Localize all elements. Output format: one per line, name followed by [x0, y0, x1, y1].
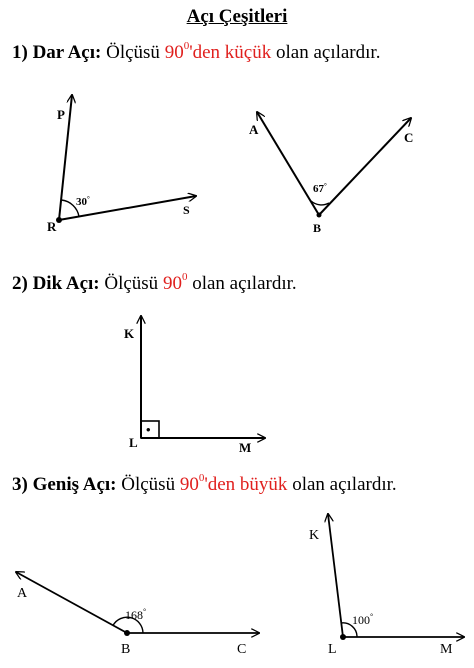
degree-superscript: 0: [198, 472, 205, 484]
angle-measure: 30°: [76, 195, 90, 208]
ray-bc: [319, 118, 414, 215]
degree-value: 90: [179, 474, 199, 495]
page-title: Açı Çeşitleri: [186, 6, 288, 27]
obtuse-angle-abc: [16, 572, 259, 657]
ray-lk: [328, 514, 343, 637]
section-tail: olan açılardır.: [292, 474, 397, 495]
vertex-point: [317, 213, 322, 218]
degree-value: 90: [162, 273, 182, 294]
label-r: R: [47, 219, 57, 234]
section-prefix: Ölçüsü: [106, 42, 160, 63]
degree-suffix: 'den büyük: [204, 474, 288, 495]
right-angle-klm: [124, 316, 265, 455]
label-a: A: [249, 122, 259, 137]
section-colon: :: [95, 42, 102, 63]
angle-measure: 168°: [125, 607, 147, 622]
degree-value: 90: [164, 42, 184, 63]
section-colon: :: [110, 474, 117, 495]
vertex-point: [56, 217, 62, 223]
label-b: B: [121, 642, 131, 657]
label-m: M: [440, 642, 453, 657]
section-tail: olan açılardır.: [192, 273, 297, 294]
section-name: Dar Açı: [32, 42, 96, 63]
section-name: Geniş Açı: [32, 474, 111, 495]
section-number: 1): [12, 42, 28, 63]
label-l: L: [129, 435, 138, 450]
label-k: K: [124, 326, 135, 341]
section-number: 3): [12, 474, 28, 495]
section-prefix: Ölçüsü: [121, 474, 176, 495]
label-k: K: [309, 528, 320, 543]
right-angle-dot: •: [146, 422, 151, 437]
label-l: L: [328, 642, 337, 657]
angle-measure: 67°: [313, 182, 327, 195]
label-p: P: [57, 107, 65, 122]
acute-angle-abc: [249, 112, 413, 235]
label-c: C: [404, 130, 414, 145]
label-s: S: [183, 203, 190, 217]
section-number: 2): [12, 273, 28, 294]
obtuse-angle-klm: [309, 514, 464, 657]
label-c: C: [237, 642, 247, 657]
section-colon: :: [93, 273, 100, 294]
ray-ba: [16, 572, 127, 633]
section-tail: olan açılardır.: [275, 42, 381, 63]
degree-superscript: 0: [181, 271, 188, 283]
label-b: B: [313, 221, 322, 235]
degree-suffix: 'den küçük: [189, 42, 272, 63]
vertex-point: [340, 634, 346, 640]
label-m: M: [239, 440, 252, 455]
degree-superscript: 0: [183, 40, 190, 52]
acute-angle-rps: [47, 95, 196, 234]
angle-measure: 100°: [352, 612, 374, 627]
ray-ba: [257, 112, 319, 215]
section-name: Dik Açı: [32, 273, 94, 294]
vertex-point: [124, 630, 130, 636]
section-prefix: Ölçüsü: [104, 273, 159, 294]
label-a: A: [17, 586, 28, 601]
